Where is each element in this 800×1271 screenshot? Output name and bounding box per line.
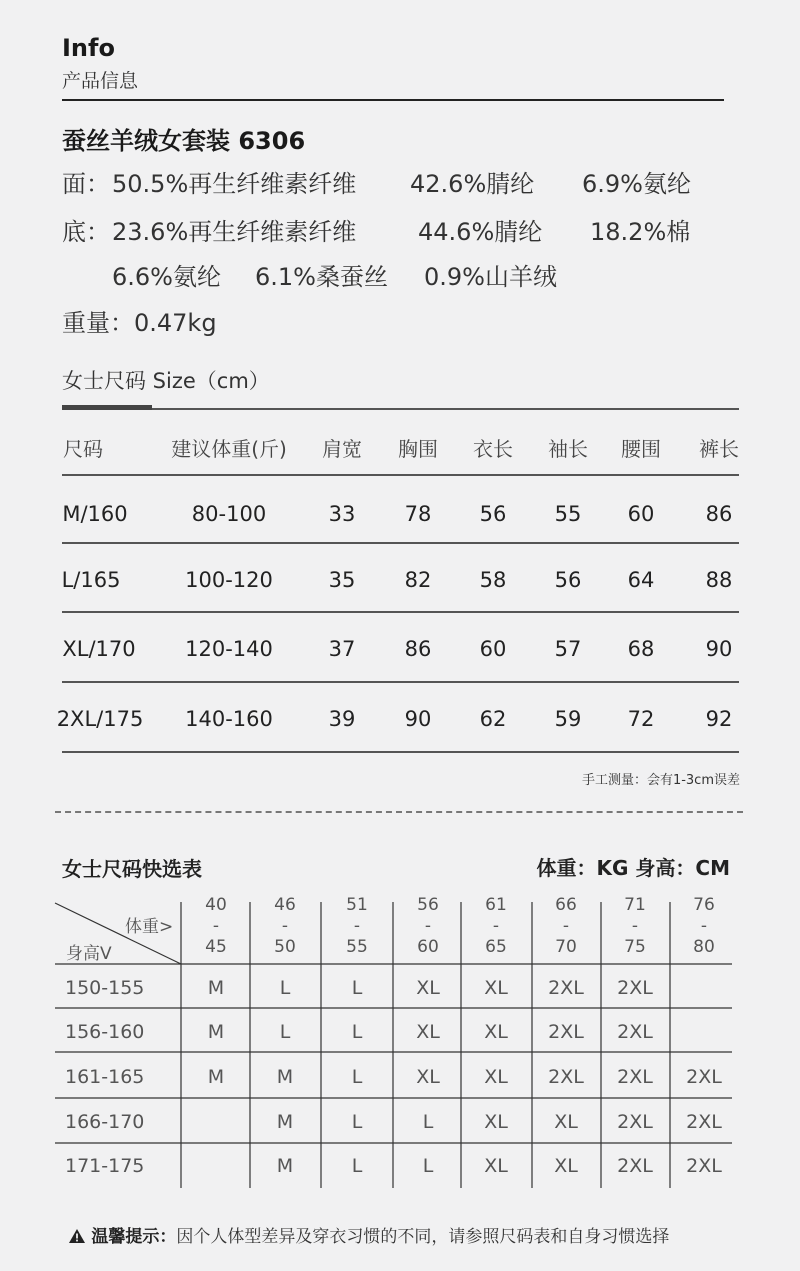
quick-cell: 2XL [617,1066,653,1088]
quick-cell: L [351,977,363,999]
quick-cell: 2XL [617,1021,653,1043]
weight-to: 75 [624,937,646,957]
size-header: 建议体重(斤) [171,437,287,461]
weight-to: 65 [485,937,507,957]
size-cell: 60 [479,637,507,661]
size-cell: 59 [554,707,582,731]
base-item-5: 6.1%桑蚕丝 [255,263,388,291]
size-cell: 92 [705,707,733,731]
size-header: 胸围 [398,437,438,461]
size-cell: 2XL/175 [56,707,144,731]
quick-cell: 2XL [617,1155,653,1177]
quick-cell: M [207,1021,225,1043]
quick-cell: 2XL [617,977,653,999]
weight-from: 66 [555,895,577,915]
height-label: 166-170 [65,1111,145,1133]
weight-from: 71 [624,895,646,915]
size-cell: 33 [328,502,356,526]
measurement-note: 手工测量：会有1-3cm误差 [581,773,740,788]
quick-cell: L [279,977,291,999]
quick-cell: XL [554,1155,578,1177]
size-cell: 64 [627,568,655,592]
quick-cell: 2XL [548,1021,584,1043]
height-label: 171-175 [65,1155,145,1177]
face-item-3: 6.9%氨纶 [582,170,691,198]
corner-height-label: 身高V [66,944,112,964]
weight-to: 50 [274,937,296,957]
quick-cell: M [276,1111,294,1133]
weight-from: 46 [274,895,296,915]
base-item-2: 44.6%腈纶 [418,218,543,246]
quick-cell: L [422,1111,434,1133]
size-header: 肩宽 [322,437,362,461]
base-item-6: 0.9%山羊绒 [424,263,557,291]
size-cell: 37 [328,637,356,661]
size-cell: 100-120 [185,568,273,592]
quick-cell: XL [484,1111,508,1133]
quick-cell: M [207,977,225,999]
size-cell: 78 [404,502,432,526]
quick-cell: L [351,1111,363,1133]
quick-cell: 2XL [548,977,584,999]
size-header: 衣长 [473,437,513,461]
quick-cell: 2XL [686,1155,722,1177]
weight-sep: - [562,916,570,936]
weight-to: 80 [693,937,715,957]
size-cell: 62 [479,707,507,731]
size-cell: M/160 [62,502,128,526]
height-label: 150-155 [65,977,145,999]
size-cell: 60 [627,502,655,526]
quick-cell: M [207,1066,225,1088]
tip-line [68,1222,669,1247]
height-label: 156-160 [65,1021,145,1043]
quick-cell: XL [484,977,508,999]
weight-sep: - [353,916,361,936]
quick-table-title: 女士尺码快选表 [62,857,202,881]
weight-to: 55 [346,937,368,957]
base-item-3: 18.2%棉 [590,218,691,246]
base-item-1: 23.6%再生纤维素纤维 [112,218,357,246]
quick-cell: XL [484,1155,508,1177]
size-cell: 80-100 [191,502,267,526]
size-cell: 88 [705,568,733,592]
size-cell: 55 [554,502,582,526]
quick-cell: 2XL [686,1066,722,1088]
info-subtitle: 产品信息 [62,70,139,92]
quick-cell: XL [554,1111,578,1133]
product-weight: 重量：0.47kg [62,309,217,337]
face-label: 面： [62,170,110,198]
quick-cell: M [276,1155,294,1177]
tip-text: 因个人体型差异及穿衣习惯的不同，请参照尺码表和自身习惯选择 [176,1227,670,1247]
quick-cell: XL [416,1021,440,1043]
size-cell: 56 [554,568,582,592]
weight-sep: - [700,916,708,936]
quick-cell: XL [484,1066,508,1088]
weight-sep: - [424,916,432,936]
size-cell: 86 [404,637,432,661]
size-cell: L/165 [61,568,121,592]
weight-to: 45 [205,937,227,957]
size-cell: 56 [479,502,507,526]
size-cell: 39 [328,707,356,731]
quick-cell: XL [416,977,440,999]
quick-table-unit: 体重：KG 身高：CM [536,856,730,880]
weight-from: 51 [346,895,368,915]
weight-sep: - [631,916,639,936]
height-label: 161-165 [65,1066,145,1088]
face-item-2: 42.6%腈纶 [410,170,535,198]
size-header: 袖长 [548,437,588,461]
quick-cell: 2XL [686,1111,722,1133]
quick-cell: M [276,1066,294,1088]
size-cell: 68 [627,637,655,661]
weight-sep: - [281,916,289,936]
info-title: Info [62,34,115,62]
weight-from: 56 [417,895,439,915]
size-cell: 72 [627,707,655,731]
base-label: 底： [62,218,110,246]
size-cell: 57 [554,637,582,661]
quick-cell: 2XL [548,1066,584,1088]
size-cell: 82 [404,568,432,592]
weight-sep: - [212,916,220,936]
size-cell: 90 [404,707,432,731]
size-table-title: 女士尺码 Size（cm） [62,369,270,393]
quick-cell: L [351,1021,363,1043]
quick-cell: 2XL [617,1111,653,1133]
quick-cell: L [351,1155,363,1177]
size-cell: XL/170 [62,637,136,661]
quick-cell: XL [484,1021,508,1043]
size-cell: 58 [479,568,507,592]
tip-label: 温馨提示： [91,1227,177,1247]
size-cell: 86 [705,502,733,526]
quick-cell: L [351,1066,363,1088]
quick-cell: L [422,1155,434,1177]
warning-icon [68,1228,86,1244]
quick-cell: XL [416,1066,440,1088]
weight-from: 76 [693,895,715,915]
product-title: 蚕丝羊绒女套装 6306 [62,127,306,155]
size-cell: 140-160 [185,707,273,731]
weight-from: 40 [205,895,227,915]
size-cell: 120-140 [185,637,273,661]
weight-sep: - [492,916,500,936]
weight-from: 61 [485,895,507,915]
size-header: 腰围 [621,437,661,461]
weight-to: 70 [555,937,577,957]
size-cell: 90 [705,637,733,661]
weight-to: 60 [417,937,439,957]
corner-weight-label: 体重> [125,917,174,937]
size-header: 裤长 [699,437,739,461]
quick-cell: L [279,1021,291,1043]
size-cell: 35 [328,568,356,592]
size-header: 尺码 [63,437,103,461]
face-item-1: 50.5%再生纤维素纤维 [112,170,357,198]
base-item-4: 6.6%氨纶 [112,263,221,291]
